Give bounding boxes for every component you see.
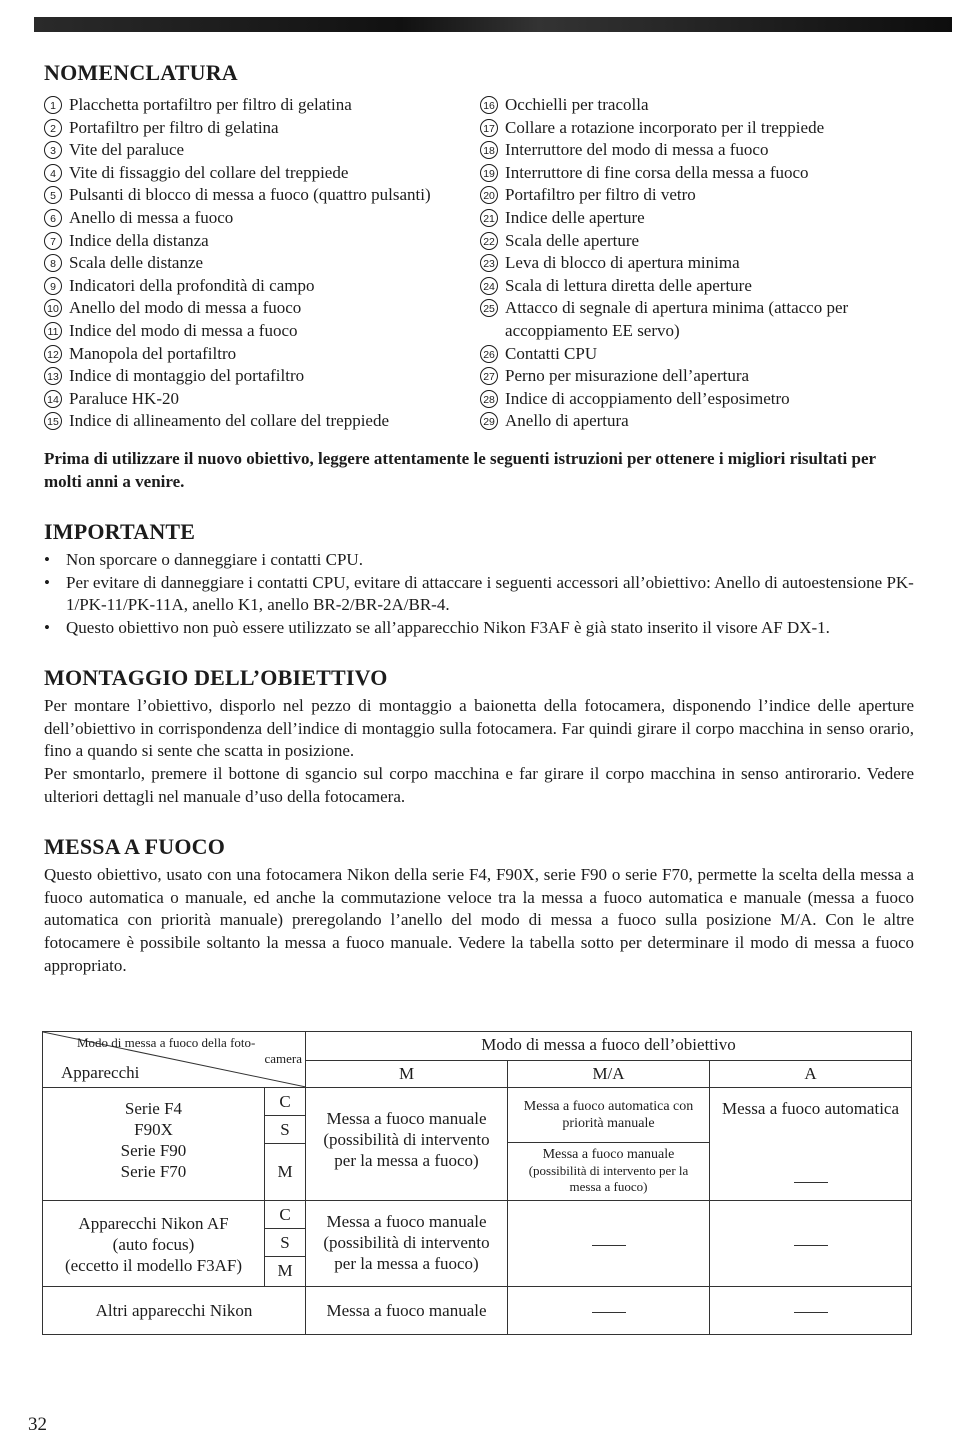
circled-number: 25: [480, 299, 498, 317]
camera-name: Apparecchi Nikon AF: [78, 1214, 229, 1233]
dash-mark: [592, 1245, 626, 1246]
row2-ma-cell: [508, 1201, 710, 1287]
camera-name: (eccetto il modello F3AF): [64, 1256, 243, 1275]
item-text: Scala delle aperture: [505, 230, 640, 250]
item-text: Paraluce HK-20: [69, 388, 179, 408]
cell-text: Messa a fuoco automatica: [722, 1099, 900, 1118]
list-item: [480, 252, 914, 275]
list-item: [44, 207, 472, 230]
item-text: Collare a rotazione incorporato per il treppiede: [505, 117, 825, 137]
item-text: Indice di allineamento del collare del treppiede: [69, 411, 390, 431]
item-text: Contatti CPU: [505, 343, 598, 363]
importante-heading: IMPORTANTE: [44, 518, 196, 544]
circled-number: 24: [480, 277, 498, 295]
dash-mark: [794, 1245, 828, 1246]
col-header-a: A: [710, 1060, 912, 1088]
montaggio-paragraph-2: Per smontarlo, premere il bottone di sgancio sul corpo macchina e far girare il corpo macchina in senso antirorario. Vedere ulteriori dettagli nel manuale d’uso della fotocamera.: [44, 764, 914, 806]
item-text: Scala di lettura diretta delle aperture: [505, 275, 752, 295]
circled-number: 14: [44, 390, 62, 408]
item-text: Indice di montaggio del portafiltro: [69, 366, 305, 386]
nomenclatura-list: [44, 94, 914, 433]
item-text: Leva di blocco di apertura minima: [505, 253, 740, 273]
page-content: [44, 58, 914, 977]
list-item: [44, 297, 472, 320]
item-text: Pulsanti di blocco di messa a fuoco (quattro pulsanti): [69, 185, 431, 205]
list-item: • Questo obiettivo non può essere utilizzato se all’apparecchio Nikon F3AF è già stato inserito il visore AF DX-1.: [44, 617, 914, 640]
montaggio-section: [44, 663, 914, 808]
circled-number: 20: [480, 186, 498, 204]
intro-paragraph: Prima di utilizzare il nuovo obiettivo, leggere attentamente le seguenti istruzioni per ottenere i migliori risultati per molti anni a venire.: [44, 448, 876, 491]
item-text: Interruttore di fine corsa della messa a fuoco: [505, 162, 809, 182]
list-item: [480, 94, 914, 117]
messa-section: [44, 832, 914, 977]
col-header-m: M: [306, 1060, 508, 1088]
col-header-ma: M/A: [508, 1060, 710, 1088]
dash-mark: [794, 1182, 828, 1183]
cell-text: (possibilità di intervento per la messa a fuoco): [528, 1163, 689, 1194]
row3-m-cell: Messa a fuoco manuale: [306, 1287, 508, 1335]
cell-text: Messa a fuoco manuale: [326, 1212, 487, 1231]
circled-number: 27: [480, 367, 498, 385]
circled-number: 8: [44, 254, 62, 272]
row3-ma-cell: [508, 1287, 710, 1335]
messa-heading: MESSA A FUOCO: [44, 834, 226, 860]
circled-number: 19: [480, 164, 498, 182]
table-row: [43, 1088, 912, 1201]
item-text: Perno per misurazione dell’apertura: [505, 366, 750, 386]
circled-number: 1: [44, 96, 62, 114]
camera-name: F90X: [134, 1120, 173, 1139]
list-item: [44, 184, 472, 207]
list-item: [44, 139, 472, 162]
circled-number: 9: [44, 277, 62, 295]
list-item: [44, 410, 472, 433]
circled-number: 5: [44, 186, 62, 204]
montaggio-heading: MONTAGGIO DELL’OBIETTIVO: [44, 665, 388, 691]
row1-cameras: [43, 1088, 265, 1201]
item-text: Indice del modo di messa a fuoco: [69, 320, 298, 340]
row2-cameras: [43, 1201, 265, 1287]
circled-number: 12: [44, 345, 62, 363]
list-item: [480, 297, 914, 342]
item-text: Anello del modo di messa a fuoco: [69, 298, 302, 318]
circled-number: 10: [44, 299, 62, 317]
focus-mode-table: [42, 1031, 912, 1335]
circled-number: 29: [480, 412, 498, 430]
mode-s: S: [265, 1229, 305, 1257]
importante-list: [44, 549, 914, 639]
list-item: [44, 117, 472, 140]
item-text: Indice delle aperture: [505, 207, 645, 227]
list-item: [44, 320, 472, 343]
row2-m-cell: [306, 1201, 508, 1287]
row3-a-cell: [710, 1287, 912, 1335]
list-item: • Non sporcare o danneggiare i contatti CPU.: [44, 549, 914, 572]
importante-section: [44, 517, 914, 639]
list-item: [480, 343, 914, 366]
row2-a-cell: [710, 1201, 912, 1287]
cell-text: Messa a fuoco automatica con priorità manuale: [508, 1088, 709, 1143]
circled-number: 6: [44, 209, 62, 227]
dash-mark: [794, 1312, 828, 1313]
list-item: [44, 162, 472, 185]
montaggio-paragraph-1: Per montare l’obiettivo, disporlo nel pezzo di montaggio a baionetta della fotocamera, disponendo l’indice delle aperture dell’obiettivo in corrispondenza dell’indice di montaggio sulla fotocamera. Far quindi girare il corpo macchina in senso orario, fino a quando si sente che scatta in posizione.: [44, 696, 914, 761]
camera-name: Serie F4: [124, 1099, 183, 1118]
mode-c: C: [265, 1088, 305, 1116]
item-text: Indice della distanza: [69, 230, 209, 250]
list-item: [480, 162, 914, 185]
nomenclatura-left-column: [44, 94, 472, 433]
list-item: [480, 139, 914, 162]
circled-number: 18: [480, 141, 498, 159]
table-corner-cell: [43, 1032, 306, 1088]
list-item: [480, 207, 914, 230]
table-row: [43, 1287, 912, 1335]
messa-paragraph: Questo obiettivo, usato con una fotocamera Nikon della serie F4, F90X, serie F90 o serie F70, permette la scelta della messa a fuoco automatica o manuale, ed anche la commutazione veloce tra la messa a fuoco automatica e manuale (messa a fuoco automatica con priorità manuale) preregolando l’anello del modo di messa a fuoco sulla posizione M/A. Con le altre fotocamere è possibile soltanto la messa a fuoco manuale. Vedere la tabella sotto per determinare il modo di messa a fuoco appropriato.: [44, 865, 914, 975]
list-item: [480, 388, 914, 411]
mode-s: S: [265, 1116, 305, 1144]
item-text: Attacco di segnale di apertura minima (attacco per accoppiamento EE servo): [505, 298, 849, 340]
list-item: [480, 184, 914, 207]
lens-mode-header: Modo di messa a fuoco dell’obiettivo: [306, 1032, 912, 1061]
list-item: [480, 230, 914, 253]
circled-number: 15: [44, 412, 62, 430]
circled-number: 16: [480, 96, 498, 114]
circled-number: 13: [44, 367, 62, 385]
item-text: Occhielli per tracolla: [505, 95, 649, 114]
circled-number: 7: [44, 232, 62, 250]
circled-number: 17: [480, 119, 498, 137]
item-text: Anello di messa a fuoco: [69, 207, 234, 227]
item-text: Placchetta portafiltro per filtro di gelatina: [69, 95, 352, 114]
row1-csm: [265, 1088, 306, 1201]
circled-number: 21: [480, 209, 498, 227]
item-text: Vite del paraluce: [69, 140, 185, 160]
circled-number: 11: [44, 322, 62, 340]
list-item: • Per evitare di danneggiare i contatti CPU, evitare di attaccare i seguenti accessori all’obiettivo: Anello di autoestensione PK-1/PK-11/PK-11A, anello K1, anello BR-2/BR-2A/BR-4.: [44, 572, 914, 617]
row1-m-cell: [306, 1088, 508, 1201]
corner-camera-mode-label: Modo di messa a fuoco della foto-: [77, 1035, 256, 1050]
item-text: Portafiltro per filtro di gelatina: [69, 117, 279, 137]
camera-name: Serie F90: [120, 1141, 187, 1160]
corner-camera-label: camera: [264, 1051, 302, 1066]
cell-text: Messa a fuoco manuale: [542, 1147, 675, 1162]
list-item: [44, 230, 472, 253]
item-text: Interruttore del modo di messa a fuoco: [505, 140, 769, 160]
list-item: [44, 275, 472, 298]
item-text: Vite di fissaggio del collare del treppiede: [69, 162, 349, 182]
circled-number: 23: [480, 254, 498, 272]
circled-number: 28: [480, 390, 498, 408]
circled-number: 2: [44, 119, 62, 137]
circled-number: 26: [480, 345, 498, 363]
corner-apparecchi-label: Apparecchi: [61, 1063, 140, 1082]
list-item: [44, 94, 472, 117]
nomenclatura-right-column: [480, 94, 914, 433]
list-item: [44, 343, 472, 366]
cell-text: (possibilità di intervento per la messa a fuoco): [323, 1130, 490, 1170]
table-row: [43, 1032, 912, 1061]
item-text: Anello di apertura: [505, 411, 629, 431]
item-text: Scala delle distanze: [69, 253, 204, 273]
item-text: Indice di accoppiamento dell’esposimetro: [505, 388, 790, 408]
item-text: Indicatori della profondità di campo: [69, 275, 315, 295]
camera-name: (auto focus): [112, 1235, 195, 1254]
list-item: [44, 252, 472, 275]
circled-number: 22: [480, 232, 498, 250]
top-decorative-bar: [34, 17, 952, 32]
item-text: Portafiltro per filtro di vetro: [505, 185, 696, 205]
table-row: [43, 1201, 912, 1287]
mode-m: M: [277, 1162, 293, 1181]
row2-csm: [265, 1201, 306, 1287]
cell-text: Messa a fuoco manuale: [326, 1109, 487, 1128]
list-item: [44, 365, 472, 388]
mode-c: C: [265, 1201, 305, 1229]
camera-name: Serie F70: [120, 1162, 187, 1181]
dash-mark: [592, 1312, 626, 1313]
page-number: 32: [28, 1414, 47, 1435]
item-text: Manopola del portafiltro: [69, 343, 237, 363]
row1-a-cell: [710, 1088, 912, 1201]
row3-cameras: Altri apparecchi Nikon: [43, 1287, 306, 1335]
list-item: [480, 365, 914, 388]
circled-number: 3: [44, 141, 62, 159]
list-item: [480, 410, 914, 433]
circled-number: 4: [44, 164, 62, 182]
list-item: [44, 388, 472, 411]
list-item: [480, 117, 914, 140]
list-item: [480, 275, 914, 298]
cell-text: (possibilità di intervento per la messa a fuoco): [323, 1233, 490, 1273]
row1-ma-cell: [508, 1088, 710, 1201]
nomenclatura-heading: NOMENCLATURA: [44, 60, 238, 85]
mode-m: M: [277, 1261, 293, 1280]
